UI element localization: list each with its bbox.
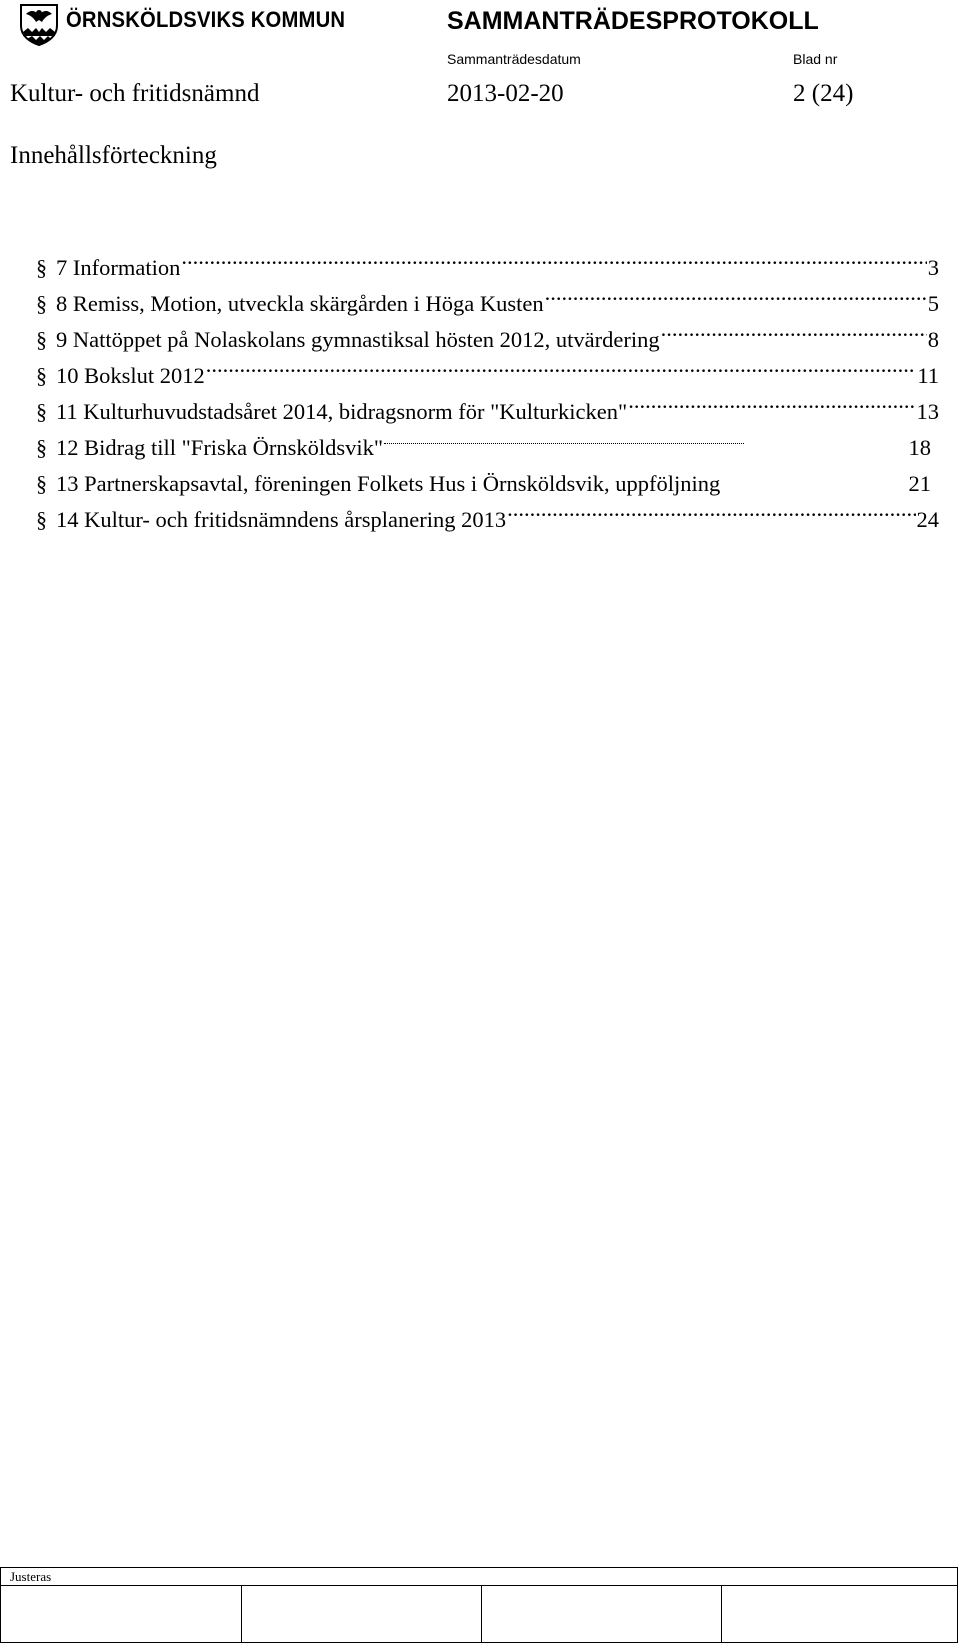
toc-entry-page: 21: [908, 471, 931, 496]
toc-entry-page: 5: [927, 291, 939, 316]
section-symbol: §: [36, 507, 47, 532]
section-symbol: §: [36, 363, 47, 388]
dot-leader: [545, 275, 927, 311]
section-symbol: §: [36, 291, 47, 316]
toc-entry-title: 9 Nattöppet på Nolaskolans gymnastiksal hösten 2012, utvärdering: [56, 327, 660, 352]
table-of-contents: [36, 239, 939, 532]
section-symbol: §: [36, 471, 47, 496]
toc-title: Innehållsförteckning: [10, 142, 217, 169]
signature-box-header: [1, 1568, 957, 1586]
toc-entry-page: 11: [917, 363, 939, 388]
signature-cell[interactable]: [721, 1585, 957, 1642]
dot-leader: [661, 311, 927, 347]
toc-entry-title: 12 Bidrag till "Friska Örnsköldsvik": [56, 435, 384, 460]
signature-cell[interactable]: [241, 1585, 482, 1642]
toc-entry-page: 3: [927, 255, 939, 280]
toc-entry-page: 8: [927, 327, 939, 352]
section-symbol: §: [36, 255, 47, 280]
meeting-date-label: Sammanträdesdatum: [447, 51, 581, 67]
toc-entry-page: 24: [916, 507, 939, 532]
signature-cell[interactable]: [481, 1585, 722, 1642]
section-symbol: §: [36, 399, 47, 424]
organization-name: ÖRNSKÖLDSVIKS KOMMUN: [66, 7, 346, 32]
toc-entry-title: 13 Partnerskapsavtal, föreningen Folkets Hus i Örnsköldsvik, uppföljning: [56, 471, 721, 496]
document-type: SAMMANTRÄDESPROTOKOLL: [447, 7, 819, 35]
municipality-coat-of-arms: [18, 2, 60, 46]
toc-entry[interactable]: [36, 239, 939, 280]
dot-leader: [507, 491, 915, 527]
toc-entry-title: 14 Kultur- och fritidsnämndens årsplanering 2013: [56, 507, 507, 532]
toc-entry-page: 18: [908, 435, 931, 460]
toc-entry-title: 10 Bokslut 2012: [56, 363, 205, 388]
committee-name: Kultur- och fritidsnämnd: [10, 80, 260, 107]
toc-entry-title: 8 Remiss, Motion, utveckla skärgården i Höga Kusten: [56, 291, 544, 316]
toc-entry-title: 11 Kulturhuvudstadsåret 2014, bidragsnorm för "Kulturkicken": [56, 399, 628, 424]
justeras-label: Justeras: [10, 1569, 52, 1584]
toc-entry-title: 7 Information: [56, 255, 181, 280]
dot-leader: [628, 383, 915, 419]
dot-leader: [384, 419, 883, 455]
dot-leader: [721, 455, 907, 491]
signature-box: [0, 1567, 958, 1643]
meeting-date: 2013-02-20: [447, 80, 564, 107]
dot-leader: [181, 239, 926, 275]
page-number: 2 (24): [793, 80, 854, 107]
section-symbol: §: [36, 327, 47, 352]
toc-entry-page: 13: [916, 399, 939, 424]
dot-leader: [206, 347, 917, 383]
section-symbol: §: [36, 435, 47, 460]
signature-cell[interactable]: [1, 1585, 242, 1642]
page-number-label: Blad nr: [793, 51, 838, 67]
